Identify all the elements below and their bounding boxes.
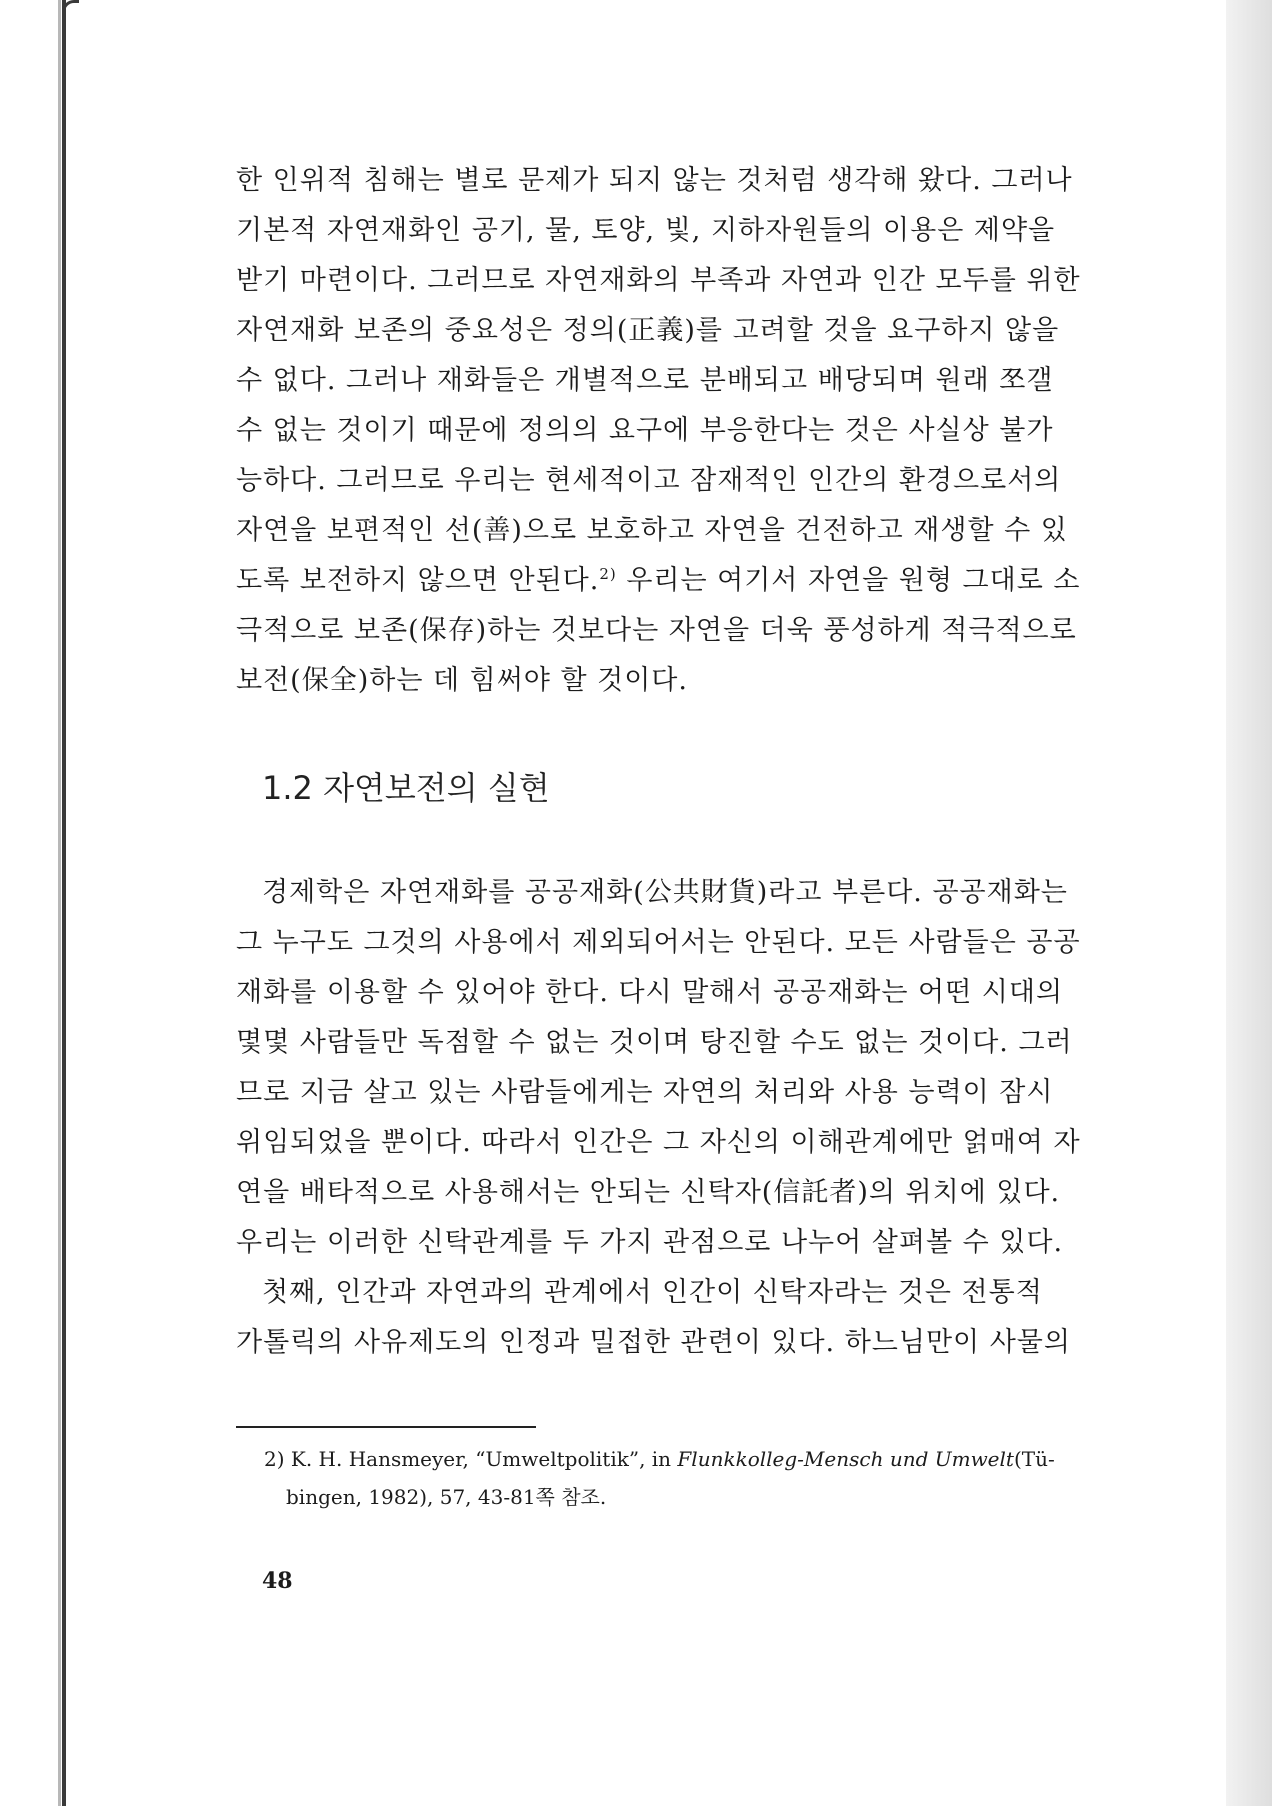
text-line: 첫째, 인간과 자연과의 관계에서 인간이 신탁자라는 것은 전통적 — [262, 1277, 1043, 1308]
page-right-shade — [1226, 0, 1272, 1806]
page-number: 48 — [262, 1568, 293, 1594]
text-line: 그 누구도 그것의 사용에서 제외되어서는 안된다. 모든 사람들은 공공 — [236, 927, 1081, 958]
text-line: 극적으로 보존(保存)하는 것보다는 자연을 더욱 풍성하게 적극적으로 — [236, 615, 1077, 646]
footnote-divider — [236, 1426, 536, 1428]
page-content — [236, 156, 1128, 1594]
body-paragraph-2 — [236, 868, 1128, 1368]
page-corner-curl — [62, 0, 79, 17]
text-line: 수 없는 것이기 때문에 정의의 요구에 부응한다는 것은 사실상 불가 — [236, 415, 1054, 446]
text-line: 자연재화 보존의 중요성은 정의(正義)를 고려할 것을 요구하지 않을 — [236, 315, 1060, 346]
text-line — [236, 556, 1128, 606]
text-line: 한 인위적 침해는 별로 문제가 되지 않는 것처럼 생각해 왔다. 그러나 — [236, 165, 1073, 196]
text-line: 경제학은 자연재화를 공공재화(公共財貨)라고 부른다. 공공재화는 — [262, 877, 1068, 908]
text-line: 위임되었을 뿐이다. 따라서 인간은 그 자신의 이해관계에만 얽매여 자 — [236, 1127, 1081, 1158]
page-left-edge — [62, 0, 66, 1806]
text-line: 자연을 보편적인 선(善)으로 보호하고 자연을 건전하고 재생할 수 있 — [236, 515, 1068, 546]
text-segment: 도록 보전하지 않으면 안된다. — [236, 565, 600, 596]
text-line: 재화를 이용할 수 있어야 한다. 다시 말해서 공공재화는 어떤 시대의 — [236, 977, 1064, 1008]
text-line: 연을 배타적으로 사용해서는 안되는 신탁자(信託者)의 위치에 있다. — [236, 1177, 1061, 1208]
text-line: 가톨릭의 사유제도의 인정과 밀접한 관련이 있다. 하느님만이 사물의 — [236, 1327, 1071, 1358]
page-edge-shadow — [58, 0, 61, 1806]
footnote-line — [264, 1440, 1128, 1478]
footnote-text: 2) K. H. Hansmeyer, “Umweltpolitik”, in — [264, 1447, 678, 1471]
text-line: 수 없다. 그러나 재화들은 개별적으로 분배되고 배당되며 원래 쪼갤 — [236, 365, 1054, 396]
footnote-ref[interactable]: 2) — [599, 565, 617, 583]
footnote-text: (Tü- — [1013, 1447, 1055, 1471]
text-line: 몇몇 사람들만 독점할 수 없는 것이며 탕진할 수도 없는 것이다. 그러 — [236, 1027, 1073, 1058]
text-line: 기본적 자연재화인 공기, 물, 토양, 빛, 지하자원들의 이용은 제약을 — [236, 215, 1056, 246]
footnote-title: Flunkkolleg-Mensch und Umwelt — [677, 1447, 1014, 1471]
section-heading: 1.2 자연보전의 실현 — [262, 769, 550, 807]
text-segment: 우리는 여기서 자연을 원형 그대로 소 — [616, 565, 1081, 596]
text-line: 우리는 이러한 신탁관계를 두 가지 관점으로 나누어 살펴볼 수 있다. — [236, 1227, 1064, 1258]
footnote-line: bingen, 1982), 57, 43-81쪽 참조. — [286, 1485, 607, 1509]
text-line: 받기 마련이다. 그러므로 자연재화의 부족과 자연과 인간 모두를 위한 — [236, 265, 1081, 296]
text-line: 능하다. 그러므로 우리는 현세적이고 잠재적인 인간의 환경으로서의 — [236, 465, 1062, 496]
body-paragraph-1 — [236, 156, 1128, 706]
text-line: 므로 지금 살고 있는 사람들에게는 자연의 처리와 사용 능력이 잠시 — [236, 1077, 1054, 1108]
text-line: 보전(保全)하는 데 힘써야 할 것이다. — [236, 665, 688, 696]
footnote — [236, 1440, 1128, 1516]
